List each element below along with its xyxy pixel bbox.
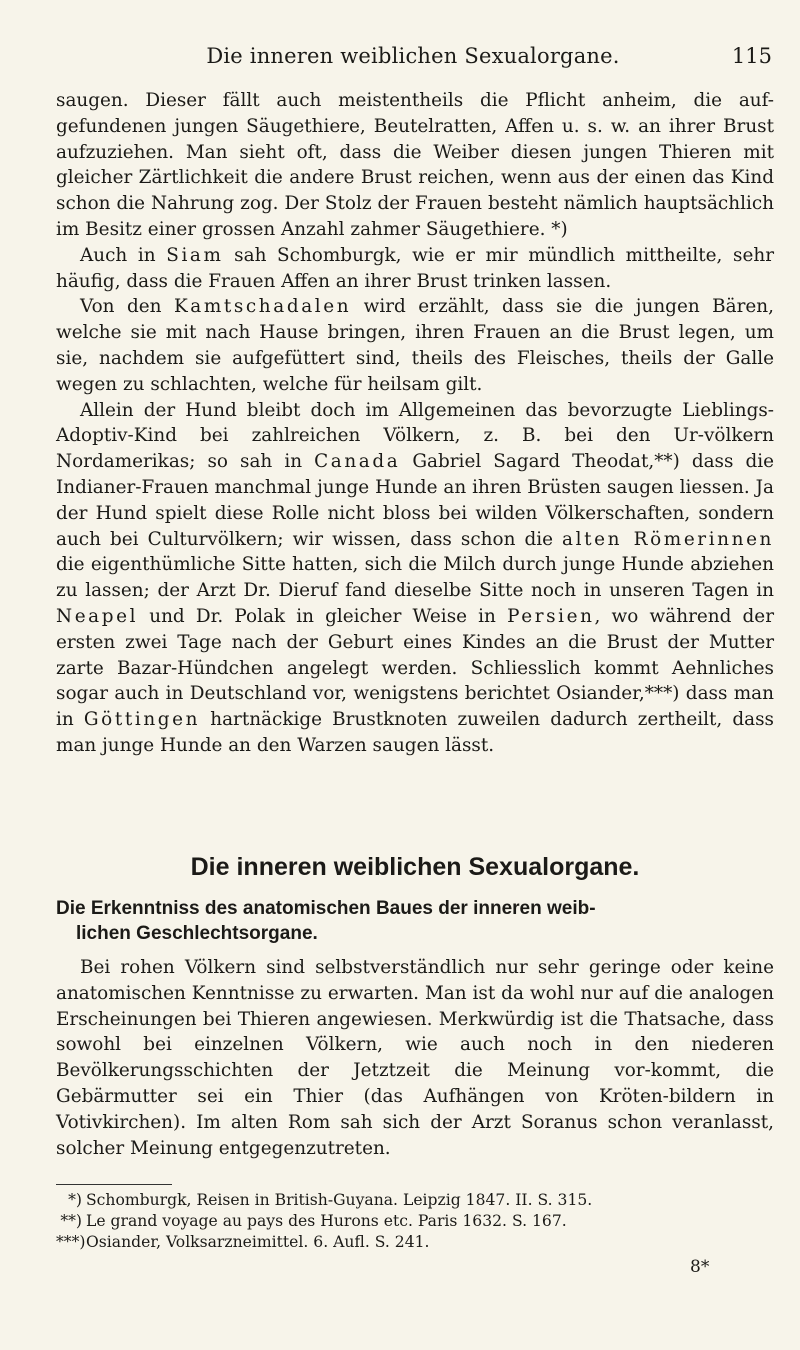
page-number: 115	[731, 44, 772, 68]
footnote-text: Schomburgk, Reisen in British-Guyana. Leipzig 1847. II. S. 315.	[86, 1191, 593, 1209]
spaced-term-goettingen: Göttingen	[83, 709, 201, 731]
footnote-mark: ***)	[56, 1233, 86, 1251]
subsection-heading-line-2: lichen Geschlechtsorgane.	[76, 923, 318, 944]
footnote	[56, 1211, 774, 1232]
spaced-term-persien: Persien	[507, 605, 595, 627]
page-header	[54, 44, 772, 78]
spaced-term-kamtschadalen: Kamtschadalen	[173, 296, 352, 318]
footnote	[56, 1190, 774, 1211]
running-title: Die inneren weiblichen Sexualorgane.	[206, 44, 620, 68]
footnote	[56, 1232, 774, 1253]
section-text	[56, 955, 774, 1161]
footnote-mark: **)	[60, 1212, 82, 1230]
spaced-term-roemerinnen: alten Römerinnen	[562, 528, 774, 550]
footnote-rule	[56, 1184, 172, 1185]
subsection-heading-line-1: Die Erkenntniss des anatomischen Baues der inneren weib-	[56, 898, 596, 919]
paragraph-3: Von den Kamtschadalen wird erzählt, dass sie die jungen Bären, welche sie mit nach Hause bringen, ihren Frauen an die Brust legen, um sie, nachdem sie aufgefüttert sind, theils des Fleisches, theils der Galle wegen zu schlachten, welche für heilsam gilt.	[56, 296, 774, 395]
footnote-mark: *)	[68, 1191, 82, 1209]
paragraph-2: Auch in Siam sah Schomburgk, wie er mir mündlich mittheilte, sehr häufig, dass die Frauen Affen an ihrer Brust trinken lassen.	[56, 244, 774, 292]
paragraph-4: Allein der Hund bleibt doch im Allgemeinen das bevorzugte Lieblings-Adoptiv-Kind bei zahlreichen Völkern, z. B. bei den Ur-völkern Nordamerikas; so sah in Canada Gabriel Sagard Theodat,**) dass die Indianer-Frauen manchmal junge Hunde an ihren Brüsten saugen liessen. Ja der Hund spielt diese Rolle nicht bloss bei wilden Völkerschaften, sondern auch bei Culturvölkern; wir wissen, dass schon die alten Römerinnen die eigenthümliche Sitte hatten, sich die Milch durch junge Hunde abziehen zu lassen; der Arzt Dr. Dieruf fand dieselbe Sitte noch in unseren Tagen in Neapel und Dr. Polak in gleicher Weise in Persien, wo während der ersten zwei Tage nach der Geburt eines Kindes an die Brust der Mutter zarte Bazar-Hündchen angelegt werden. Schliesslich kommt Aehnliches sogar auch in Deutschland vor, wenigstens berichtet Osiander,***) dass man in Göttingen hartnäckige Brustknoten zuweilen dadurch zertheilt, dass man junge Hunde an den Warzen saugen lässt.	[56, 399, 775, 756]
signature-mark: 8*	[690, 1257, 710, 1277]
main-text	[56, 88, 774, 759]
spaced-term-canada: Canada	[314, 451, 401, 473]
footnotes	[56, 1190, 774, 1253]
spaced-term-siam: Siam	[166, 244, 224, 266]
footnote-text: Osiander, Volksarzneimittel. 6. Aufl. S. 241.	[86, 1233, 430, 1251]
section-paragraph: Bei rohen Völkern sind selbstverständlich nur sehr geringe oder keine anatomischen Kenntnisse zu erwarten. Man ist da wohl nur auf die analogen Erscheinungen bei Thieren angewiesen. Merkwürdig ist die Thatsache, dass sowohl bei einzelnen Völkern, wie auch noch in den niederen Bevölkerungsschichten der Jetztzeit die Meinung vor-kommt, die Gebärmutter sei ein Thier (das Aufhängen von Kröten-bildern in Votivkirchen). Im alten Rom sah sich der Arzt Soranus schon veranlasst, solcher Meinung entgegenzutreten.	[56, 957, 774, 1159]
footnote-text: Le grand voyage au pays des Hurons etc. Paris 1632. S. 167.	[86, 1212, 567, 1230]
spaced-term-neapel: Neapel	[56, 605, 139, 627]
paragraph-1: saugen. Dieser fällt auch meistentheils die Pflicht anheim, die auf-gefundenen jungen Säugethiere, Beutelratten, Affen u. s. w. an ihrer Brust aufzuziehen. Man sieht oft, dass die Weiber diesen jungen Thieren mit gleicher Zärtlichkeit die andere Brust reichen, wenn aus der einen das Kind schon die Nahrung zog. Der Stolz der Frauen besteht nämlich hauptsächlich im Besitz einer grossen Anzahl zahmer Säugethiere. *)	[56, 90, 774, 240]
subsection-heading	[56, 896, 774, 946]
section-title: Die inneren weiblichen Sexualorgane.	[190, 853, 640, 881]
